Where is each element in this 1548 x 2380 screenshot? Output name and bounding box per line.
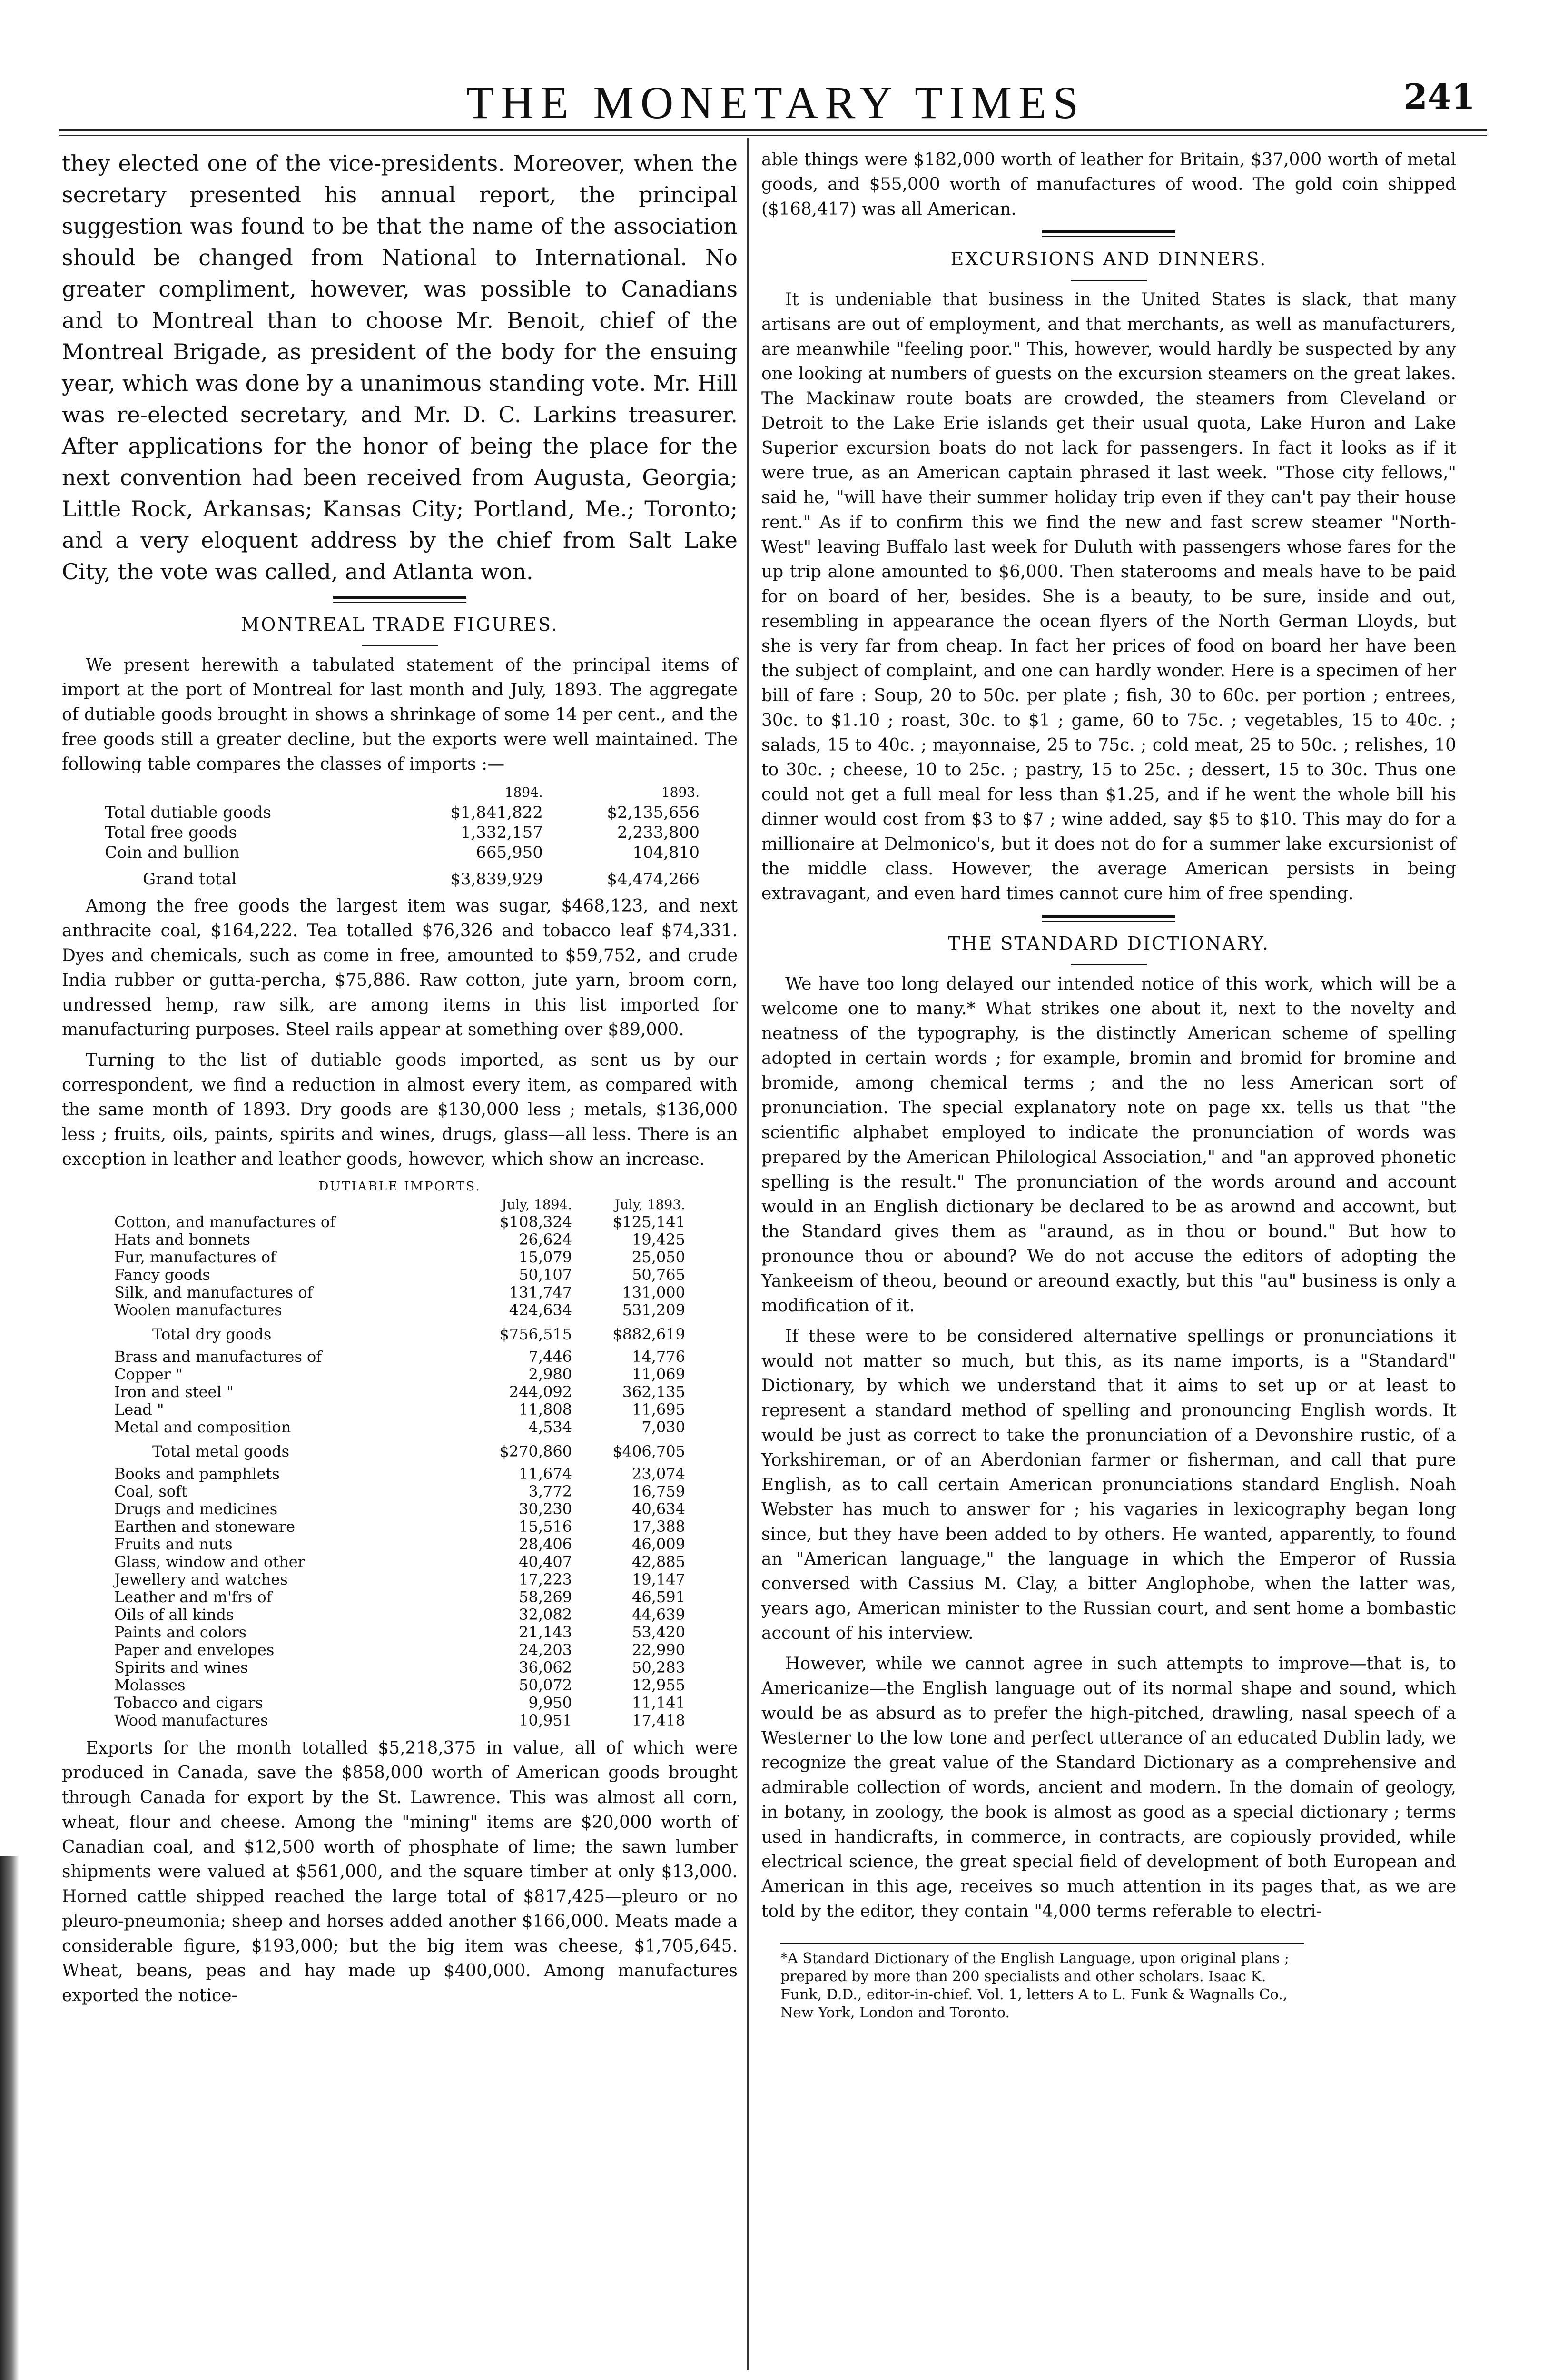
row-value-1894: 7,446 (528, 1348, 572, 1366)
table-row (114, 1694, 685, 1712)
dutiable-col-1894: July, 1894. (501, 1197, 572, 1212)
table-row (114, 1676, 685, 1694)
row-value-1893: 11,141 (632, 1694, 685, 1712)
row-value-1893: 50,765 (632, 1266, 685, 1284)
row-label: Woolen manufactures (114, 1301, 282, 1319)
row-value-1893: 23,074 (632, 1465, 685, 1483)
table-row (114, 1465, 685, 1483)
column-divider (747, 138, 749, 2370)
table-row (105, 803, 700, 823)
table-row (114, 1606, 685, 1624)
row-label: Fruits and nuts (114, 1535, 233, 1553)
row-value-1894: 10,951 (519, 1711, 572, 1729)
row-value-1893: 53,420 (632, 1623, 685, 1641)
row-label: Tobacco and cigars (114, 1694, 263, 1712)
row-label: Lead " (114, 1400, 164, 1418)
row-value-1894: 131,747 (509, 1283, 572, 1301)
row-value-1893: 46,591 (632, 1588, 685, 1606)
row-label: Total metal goods (152, 1442, 290, 1460)
row-value-1893: 44,639 (632, 1606, 685, 1624)
summary-table (105, 783, 700, 894)
row-value-1893: 40,634 (632, 1500, 685, 1518)
heading-rule (1071, 964, 1147, 965)
masthead (62, 71, 1489, 128)
table-total-row (105, 863, 700, 894)
row-value-1893: 531,209 (622, 1301, 685, 1319)
row-value-1894: 3,772 (528, 1482, 572, 1500)
row-value-1893: 362,135 (622, 1383, 685, 1401)
row-label: Total free goods (105, 823, 237, 842)
table-row (114, 1284, 685, 1301)
row-value-1894: 28,406 (519, 1535, 572, 1553)
table-row (105, 843, 700, 863)
exports-continuation: able things were $182,000 worth of leather for Britain, $37,000 worth of metal goods, and $55,000 worth of manufactures of wood. The gold coin shipped ($168,417) was all American. (761, 150, 1456, 219)
row-value-1893: 131,000 (622, 1283, 685, 1301)
row-label: Fancy goods (114, 1266, 210, 1284)
table-row (114, 1500, 685, 1518)
left-column (62, 148, 738, 2014)
table-row (114, 1553, 685, 1571)
row-value-1894: 58,269 (519, 1588, 572, 1606)
row-label: Spirits and wines (114, 1658, 248, 1676)
row-label: Jewellery and watches (114, 1570, 288, 1588)
row-label: Drugs and medicines (114, 1500, 278, 1518)
row-label: Copper " (114, 1365, 183, 1383)
dictionary-heading: THE STANDARD DICTIONARY. (948, 933, 1270, 954)
row-value-1893: 12,955 (632, 1676, 685, 1694)
exports-paragraph: Exports for the month totalled $5,218,375 in value, all of which were produced in Canada, save the $858,000 worth of American goods brought through Canada for export by the St. Lawrence. This was almost all corn, wheat, flour and cheese. Among the "mining" items are $20,000 worth of Canadian coal, and $12,500 worth of phosphate of lime; the sawn lumber shipments were valued at $561,000, and the square timber at only $13,000. Horned cattle shipped reached the large total of $817,425—pleuro or no pleuro-pneumonia; sheep and horses added another $166,000. Meats made a considerable figure, $193,000; but the big item was cheese, $1,705,645. Wheat, beans, peas and hay made up $400,000. Among manufactures exported the notice- (62, 1738, 738, 2005)
row-value-1893: 14,776 (632, 1348, 685, 1366)
section-rule (1042, 915, 1175, 922)
section-rule (1042, 230, 1175, 237)
table-row (114, 1659, 685, 1676)
row-value-1893: 16,759 (632, 1482, 685, 1500)
table-row (114, 1588, 685, 1606)
table-row (114, 1401, 685, 1418)
row-value-1894: 50,072 (519, 1676, 572, 1694)
row-value-1894: 424,634 (509, 1301, 572, 1319)
row-value-1894: $1,841,822 (450, 803, 543, 822)
summary-col-1893: 1893. (661, 784, 700, 800)
row-label: Earthen and stoneware (114, 1517, 296, 1536)
row-value-1894: 21,143 (519, 1623, 572, 1641)
row-value-1893: 50,283 (632, 1658, 685, 1676)
table-row (114, 1266, 685, 1284)
row-label: Molasses (114, 1676, 186, 1694)
table-total-row (114, 1436, 685, 1465)
row-value-1893: 11,069 (632, 1365, 685, 1383)
row-label: Iron and steel " (114, 1383, 234, 1401)
row-value-1894: 40,407 (519, 1553, 572, 1571)
row-value-1894: 9,950 (528, 1694, 572, 1712)
row-value-1894: 32,082 (519, 1606, 572, 1624)
row-value-1894: 24,203 (519, 1641, 572, 1659)
row-label: Metal and composition (114, 1418, 291, 1436)
row-label: Total dry goods (152, 1325, 272, 1343)
table-row (114, 1483, 685, 1500)
table-row (114, 1301, 685, 1319)
row-label: Brass and manufactures of (114, 1348, 322, 1366)
table-row (114, 1641, 685, 1659)
row-value-1894: 665,950 (476, 843, 543, 862)
free-goods-paragraph: Among the free goods the largest item was sugar, $468,123, and next anthracite coal, $164,222. Tea totalled $76,326 and tobacco leaf $74,331. Dyes and chemicals, such as come in free, amounted to $59,752, and crude India rubber or gutta-percha, $75,886. Raw cotton, jute yarn, broom corn, undressed hemp, raw silk, are among items in this list imported for manufacturing purposes. Steel rails appear at something over $89,000. (62, 896, 738, 1040)
row-value-1893: $4,474,266 (607, 870, 700, 889)
row-value-1894: 244,092 (509, 1383, 572, 1401)
row-label: Glass, window and other (114, 1553, 305, 1571)
row-value-1894: 4,534 (528, 1418, 572, 1436)
table-row (114, 1571, 685, 1588)
table-row (114, 1536, 685, 1553)
table-row (114, 1624, 685, 1641)
row-value-1893: 25,050 (632, 1248, 685, 1266)
excursions-paragraph: It is undeniable that business in the United States is slack, that many artisans are out of employment, and that merchants, as well as manufacturers, are meanwhile "feeling poor." This, however, would hardly be suspected by any one looking at numbers of guests on the excursion steamers on the great lakes. The Mackinaw route boats are crowded, the steamers from Cleveland or Detroit to the Lake Erie islands get their usual quota, Lake Huron and Lake Superior excursion boats do not lack for passengers. In fact it looks as if it were true, as an American captain phrased it last week. "Those city fellows," said he, "will have their summer holiday trip even if they can't pay their house rent." As if to confirm this we find the new and fast screw steamer "North-West" leaving Buffalo last week for Duluth with passengers whose fares for the up trip alone amounted to $6,000. Then staterooms and meals have to be paid for on board of her, besides. She is a beauty, to be sure, inside and out, resembling in appearance the ocean flyers of the North German Lloyds, but she is very far from cheap. In fact her prices of food on board her have been the subject of complaint, and one can hardly wonder. Here is a specimen of her bill of fare : Soup, 20 to 50c. per plate ; fish, 30 to 60c. per portion ; entrees, 30c. to $1.10 ; roast, 30c. to $1 ; game, 60 to 75c. ; vegetables, 15 to 40c. ; salads, 15 to 40c. ; mayonnaise, 25 to 75c. ; cold meat, 25 to 50c. ; relishes, 10 to 30c. ; cheese, 10 to 25c. ; pastry, 15 to 25c. ; dessert, 15 to 30c. Thus one could not get a full meal for less than $1.25, and if he went the whole bill his dinner would cost from $3 to $7 ; wine added, say $5 to $10. This may do for a millionaire at Delmonico's, but it does not do for a summer lake excursionist of the middle class. However, the average American persists in being extravagant, and even hard times cannot cure him of free spending. (761, 290, 1456, 903)
row-label: Wood manufactures (114, 1711, 268, 1729)
montreal-heading: MONTREAL TRADE FIGURES. (241, 614, 559, 635)
row-label: Coin and bullion (105, 843, 240, 862)
row-value-1894: 15,079 (519, 1248, 572, 1266)
row-value-1894: 30,230 (519, 1500, 572, 1518)
row-value-1893: 46,009 (632, 1535, 685, 1553)
row-value-1894: 1,332,157 (460, 823, 543, 842)
dutiable-table (114, 1196, 685, 1729)
summary-col-1894: 1894. (504, 784, 543, 800)
row-label: Total dutiable goods (105, 803, 272, 822)
row-value-1894: 50,107 (519, 1266, 572, 1284)
dictionary-paragraph-2: If these were to be considered alternative spellings or pronunciations it would not matter so much, but this, as its name imports, is a "Standard" Dictionary, by which we understand that it aims to set up or at least to represent a standard method of spelling and pronouncing English words. It would be just as correct to take the pronunciation of a Devonshire rustic, of a Yorkshireman, or of an Aberdonian farmer or fisherman, and call that pure English, as to call certain American pronunciations standard English. Noah Webster has much to answer for ; his vagaries in lexicography began long since, but they have been added to by others. He wanted, apparently, to found an "American language," the language in which the Emperor of Russia conversed with Cassius M. Clay, a bitter Anglophobe, when the latter was, years ago, American minister to the Russian court, and sent home a bombastic account of his interview. (761, 1327, 1456, 1643)
row-value-1893: 104,810 (632, 843, 700, 862)
dutiable-col-1893: July, 1893. (614, 1197, 685, 1212)
row-value-1894: $270,860 (499, 1442, 572, 1460)
heading-rule (362, 645, 438, 646)
row-value-1893: 17,418 (632, 1711, 685, 1729)
row-label: Paper and envelopes (114, 1641, 275, 1659)
table-row (105, 823, 700, 843)
table-row (114, 1249, 685, 1266)
row-label: Leather and m'frs of (114, 1588, 272, 1606)
dictionary-footnote: *A Standard Dictionary of the English Language, upon original plans ; prepared by more than 200 specialists and other scholars. Isaac K. Funk, D.D., editor-in-chief. Vol. 1, letters A to L. Funk & Wagnalls Co., New York, London and Toronto. (780, 1943, 1304, 2022)
row-label: Books and pamphlets (114, 1465, 280, 1483)
row-label: Grand total (143, 870, 237, 889)
row-label: Hats and bonnets (114, 1230, 250, 1249)
row-value-1894: 26,624 (519, 1230, 572, 1249)
row-value-1893: 19,147 (632, 1570, 685, 1588)
row-value-1893: 42,885 (632, 1553, 685, 1571)
dutiable-heading: DUTIABLE IMPORTS. (318, 1180, 481, 1194)
convention-paragraph: they elected one of the vice-presidents. Moreover, when the secretary presented his annual report, the principal suggestion was found to be that the name of the association should be changed from National to International. No greater compliment, however, was possible to Canadians and to Montreal than to choose Mr. Benoit, chief of the Montreal Brigade, as president of the body for the ensuing year, which was done by a unanimous standing vote. Mr. Hill was re-elected secretary, and Mr. D. C. Larkins treasurer. After applications for the honor of being the place for the next convention had been received from Augusta, Georgia; Little Rock, Arkansas; Kansas City; Portland, Me.; Toronto; and a very eloquent address by the chief from Salt Lake City, the vote was called, and Atlanta won. (62, 150, 738, 585)
table-row (114, 1213, 685, 1231)
row-label: Cotton, and manufactures of (114, 1213, 335, 1231)
dictionary-paragraph-3: However, while we cannot agree in such attempts to improve—that is, to Americanize—the English language out of its normal shape and sound, which would be as absurd as to prefer the high-pitched, drawling, nasal speech of a Westerner to the low tone and perfect utterance of an educated Dublin lady, we recognize the great value of the Standard Dictionary as a comprehensive and admirable collection of words, ancient and modern. In the domain of geology, in botany, in zoology, the book is almost as good as a special dictionary ; terms used in handicrafts, in commerce, in contracts, are copiously provided, while electrical science, the great special field of development of both European and American in this age, receives so much attention in its pages that, as we are told by the editor, they contain "4,000 terms referable to electri- (761, 1654, 1456, 1921)
page-number: 241 (1403, 76, 1475, 117)
row-value-1893: 17,388 (632, 1517, 685, 1536)
table-row (114, 1518, 685, 1536)
row-value-1894: 17,223 (519, 1570, 572, 1588)
table-row (114, 1383, 685, 1401)
dictionary-paragraph-1: We have too long delayed our intended notice of this work, which will be a welcome one to many.* What strikes one about it, next to the novelty and neatness of the typography, is the distinctly American scheme of spelling adopted in certain words ; for example, bromin and bromid for bromine and bromide, among chemical terms ; and the no less American sort of pronunciation. The special explanatory note on page xx. tells us that "the scientific alphabet employed to indicate the pronunciation of words was prepared by the American Philological Association," and "an approved phonetic spelling is the result." The pronunciation of the words around and account would in an English dictionary be declared to be as arownd and accownt, but the Standard gives them as "araund, as in thou or bound." But how to pronounce thou or abound? We do not accuse the editors of adopting the Yankeeism of theou, beound or areound exactly, but this "au" business is only a modification of it. (761, 974, 1456, 1316)
row-value-1893: 19,425 (632, 1230, 685, 1249)
row-value-1894: $3,839,929 (450, 870, 543, 889)
page-binding-shadow (0, 1856, 19, 2380)
row-value-1893: 7,030 (641, 1418, 685, 1436)
row-value-1893: $882,619 (612, 1325, 685, 1343)
row-value-1894: 2,980 (528, 1365, 572, 1383)
masthead-rule (59, 129, 1487, 131)
row-value-1894: $108,324 (499, 1213, 572, 1231)
montreal-intro: We present herewith a tabulated statement of the principal items of import at the port of Montreal for last month and July, 1893. The aggregate of dutiable goods brought in shows a shrinkage of some 14 per cent., and the free goods still a greater decline, but the exports were well maintained. The following table compares the classes of imports :— (62, 655, 738, 774)
right-column (761, 148, 1456, 2022)
row-label: Paints and colors (114, 1623, 247, 1641)
row-value-1894: 36,062 (519, 1658, 572, 1676)
masthead-title: THE MONETARY TIMES (466, 77, 1085, 128)
table-row (114, 1366, 685, 1383)
table-row (114, 1712, 685, 1729)
row-value-1893: $2,135,656 (607, 803, 700, 822)
table-total-row (114, 1319, 685, 1348)
row-value-1893: $406,705 (612, 1442, 685, 1460)
row-value-1893: $125,141 (612, 1213, 685, 1231)
row-value-1893: 11,695 (632, 1400, 685, 1418)
table-row (114, 1348, 685, 1366)
heading-rule (1071, 280, 1147, 281)
table-row (114, 1231, 685, 1249)
dutiable-paragraph: Turning to the list of dutiable goods imported, as sent us by our correspondent, we find a reduction in almost every item, as compared with the same month of 1893. Dry goods are $130,000 less ; metals, $136,000 less ; fruits, oils, paints, spirits and wines, drugs, glass—all less. There is an exception in leather and leather goods, however, which show an increase. (62, 1051, 738, 1169)
section-rule (333, 596, 466, 603)
row-label: Oils of all kinds (114, 1606, 234, 1624)
row-label: Coal, soft (114, 1482, 187, 1500)
row-label: Silk, and manufactures of (114, 1283, 313, 1301)
row-value-1893: 22,990 (632, 1641, 685, 1659)
row-value-1894: 11,808 (519, 1400, 572, 1418)
excursions-heading: EXCURSIONS AND DINNERS. (950, 248, 1267, 269)
row-value-1894: 11,674 (519, 1465, 572, 1483)
masthead-rule-thin (59, 135, 1487, 136)
row-value-1893: 2,233,800 (617, 823, 700, 842)
table-row (114, 1418, 685, 1436)
row-label: Fur, manufactures of (114, 1248, 276, 1266)
row-value-1894: $756,515 (499, 1325, 572, 1343)
row-value-1894: 15,516 (519, 1517, 572, 1536)
